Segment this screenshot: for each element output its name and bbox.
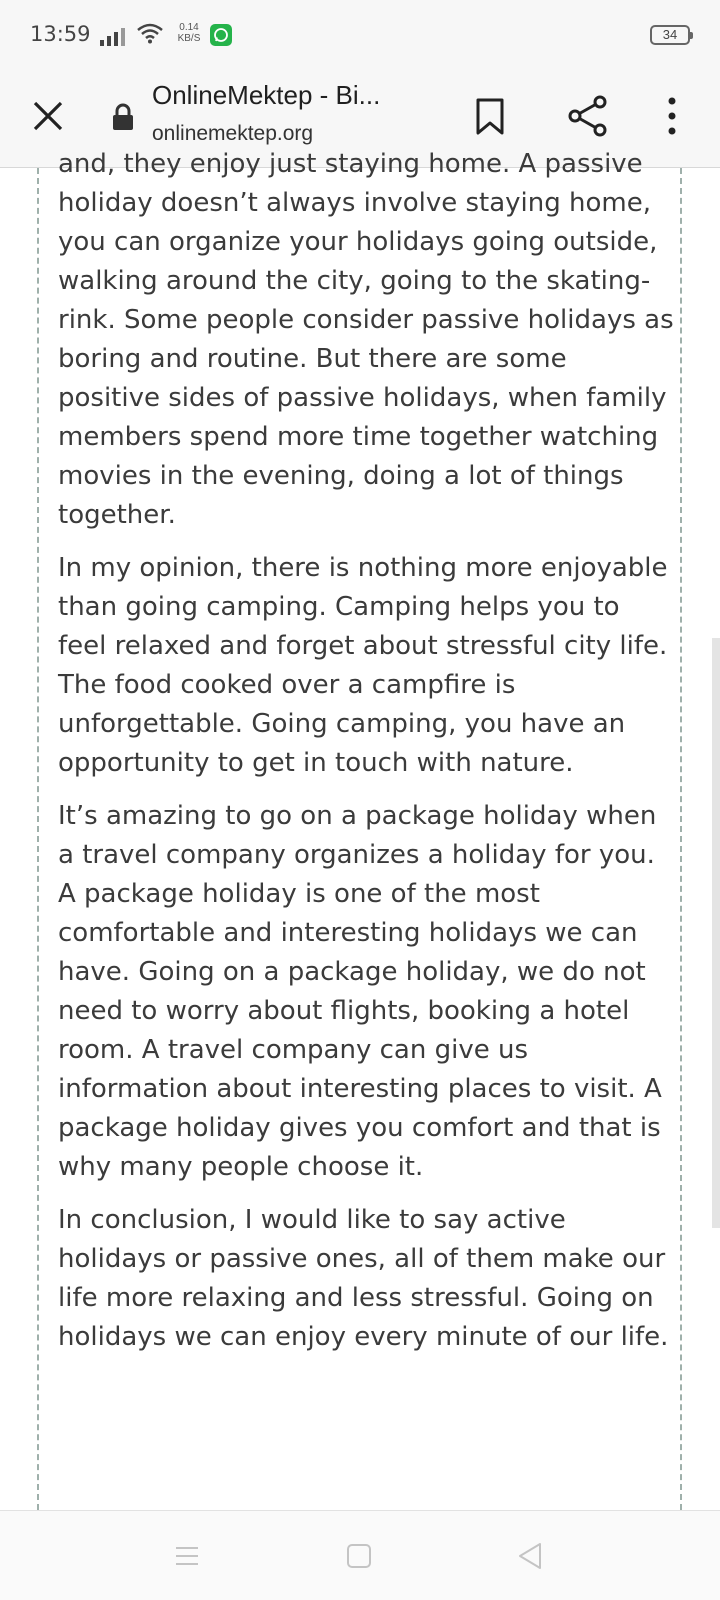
net-speed-value: 0.14 (179, 22, 199, 33)
status-time: 13:59 (30, 22, 91, 46)
page-content[interactable] (0, 149, 720, 1510)
article-paragraph: and, they enjoy just staying home. A passive holiday doesn’t always involve staying home, you can organize your holidays going outside, walking around the city, going to the skating-rink. Some people consider passive holidays as boring and routine. But there are some positive sides of passive holidays, when family members spend more time together watching movies in the evening, doing a lot of things together. (58, 149, 674, 530)
menu-icon[interactable] (174, 1543, 200, 1569)
navigation-bar (0, 1510, 720, 1600)
back-icon[interactable] (516, 1541, 544, 1571)
scrollbar-thumb[interactable] (712, 638, 720, 1228)
net-speed (172, 22, 206, 44)
content-border-left (37, 168, 39, 1510)
article-paragraph: In my opinion, there is nothing more enjoyable than going camping. Camping helps you to feel relaxed and forget about stressful city life. The food cooked over a campfire is unforgettable. Going camping, you have an opportunity to get in touch with nature. (58, 553, 668, 778)
lock-icon (111, 102, 135, 132)
article-paragraph: It’s amazing to go on a package holiday when a travel company organizes a holiday for you. A package holiday is one of the most comfortable and interesting holidays we can have. Going on a package holiday, we do not need to worry about flights, booking a hotel room. A travel company can give us information about interesting places to visit. A package holiday gives you comfort and that is why many people choose it. (58, 801, 662, 1182)
battery-indicator: 34 (650, 25, 690, 45)
content-border-right (680, 168, 682, 1510)
home-icon[interactable] (346, 1543, 372, 1569)
article-body (58, 145, 676, 1371)
page-title: OnlineMektep - Bi... (152, 80, 381, 110)
close-icon[interactable] (26, 94, 70, 138)
more-vertical-icon[interactable] (658, 92, 686, 140)
article-paragraph: In conclusion, I would like to say active holidays or passive ones, all of them make our life more relaxing and less stressful. Going on holidays we can enjoy every minute of our life. (58, 1205, 669, 1352)
whatsapp-icon (210, 24, 232, 46)
net-speed-unit: KB/S (177, 33, 201, 44)
wifi-icon (137, 22, 163, 44)
share-icon[interactable] (564, 92, 612, 140)
signal-icon (100, 26, 130, 46)
page-url[interactable]: onlinemektep.org (152, 122, 314, 145)
bookmark-icon[interactable] (468, 94, 512, 138)
status-bar (0, 0, 720, 70)
